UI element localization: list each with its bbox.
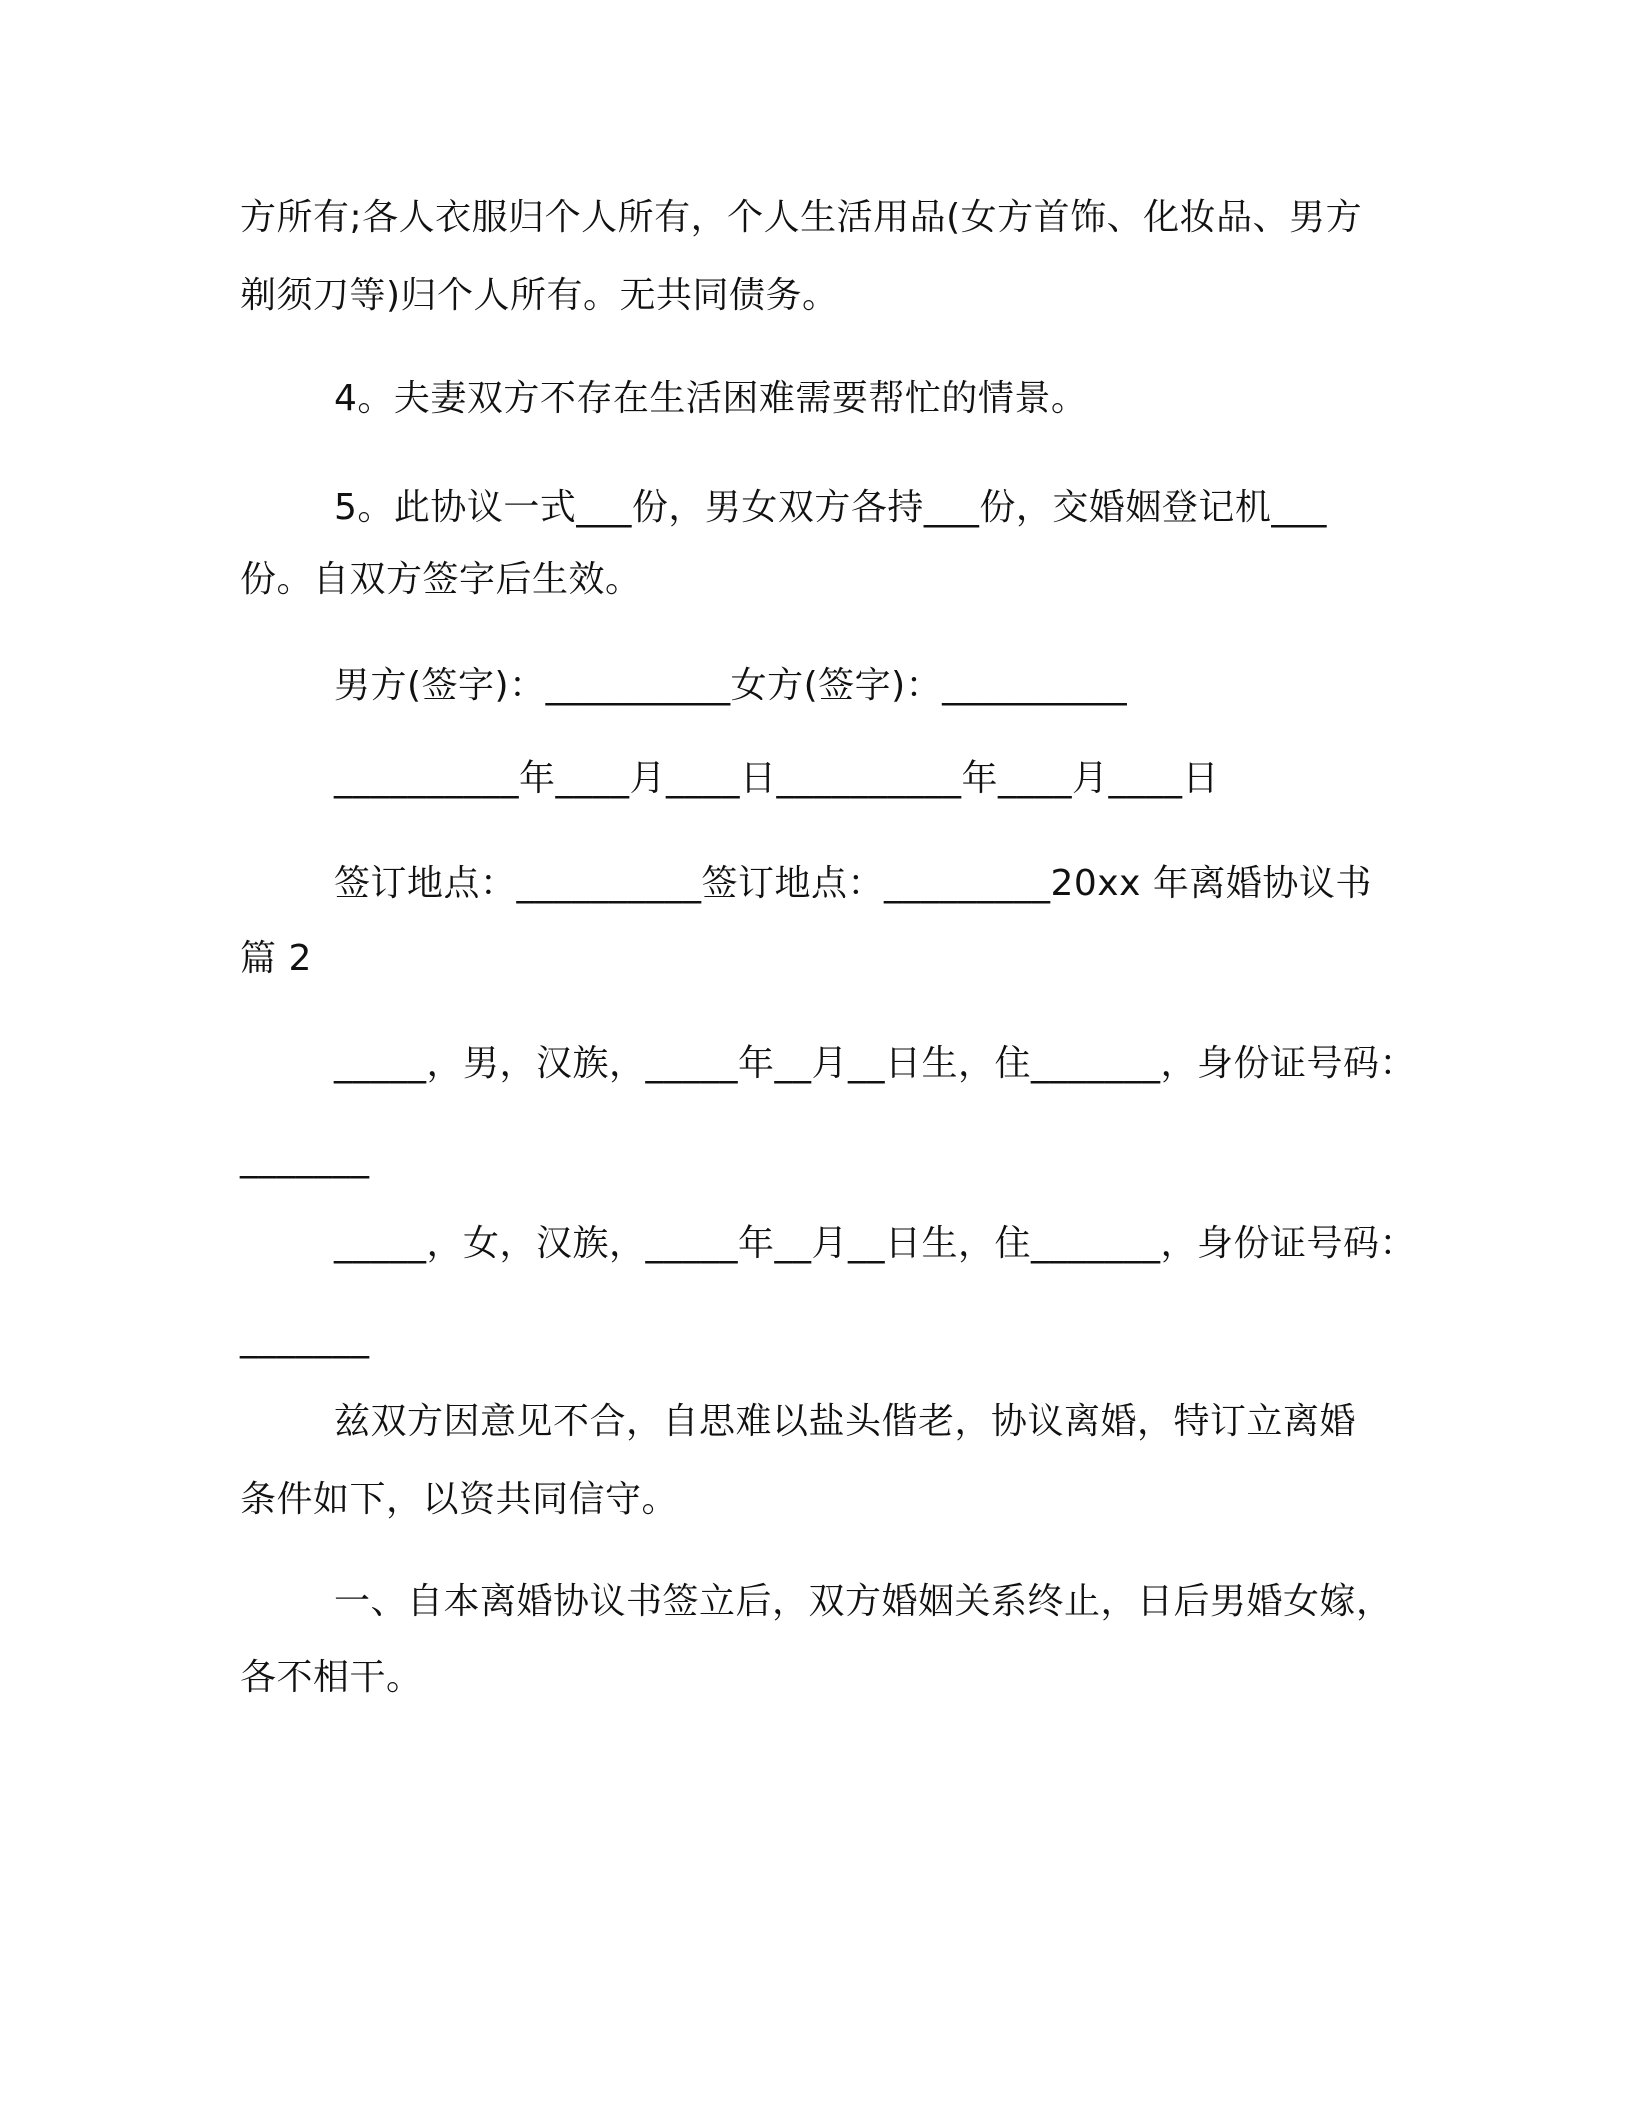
paragraph-line: 方所有;各人衣服归个人所有，个人生活用品(女方首饰、化妆品、男方 xyxy=(240,197,1363,238)
party-female-line: _____，女，汉族，_____年__月__日生，住_______，身份证号码： xyxy=(334,1223,1417,1264)
paragraph-line: 各不相干。 xyxy=(240,1657,423,1698)
paragraph-line: 条件如下，以资共同信守。 xyxy=(240,1479,679,1520)
party-male-line: _____，男，汉族，_____年__月__日生，住_______，身份证号码： xyxy=(334,1043,1417,1084)
clause-4: 4。夫妻双方不存在生活困难需要帮忙的情景。 xyxy=(334,378,1088,419)
paragraph-line: 份。自双方签字后生效。 xyxy=(240,559,642,600)
date-line: __________年____月____日__________年____月____日 xyxy=(334,758,1219,799)
paragraph-line: 剃须刀等)归个人所有。无共同债务。 xyxy=(240,275,839,316)
location-line: 签订地点：__________签订地点：_________20xx 年离婚协议书 xyxy=(334,863,1372,904)
signature-line: 男方(签字)：__________女方(签字)：__________ xyxy=(334,665,1128,706)
blank-line: _______ xyxy=(240,1138,370,1179)
article-1: 一、自本离婚协议书签立后，双方婚姻关系终止，日后男婚女嫁， xyxy=(334,1581,1393,1622)
clause-5: 5。此协议一式___份，男女双方各持___份，交婚姻登记机___ xyxy=(334,487,1327,528)
paragraph-line: 兹双方因意见不合，自思难以盐头偕老，协议离婚，特订立离婚 xyxy=(334,1401,1357,1442)
blank-line: _______ xyxy=(240,1318,370,1359)
section-heading: 篇 2 xyxy=(240,938,312,979)
